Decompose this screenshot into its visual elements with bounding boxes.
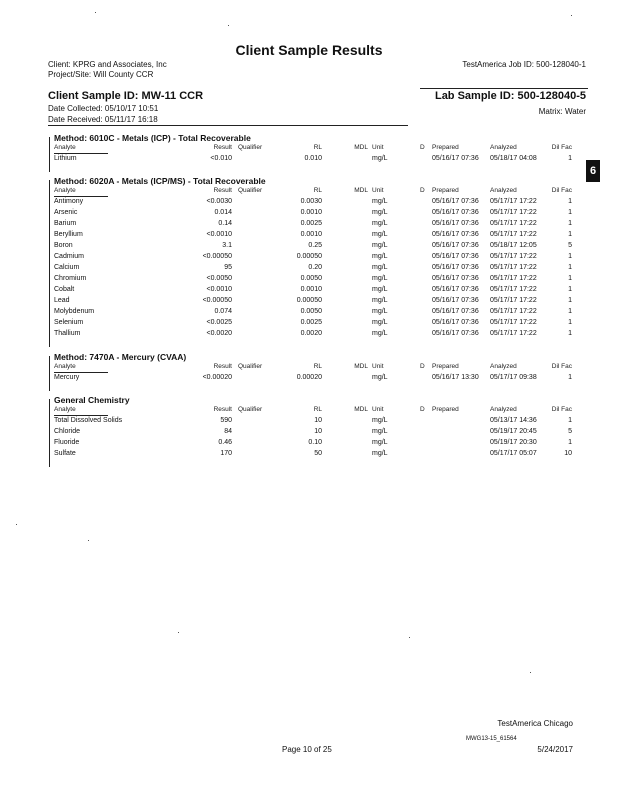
cell-analyzed: 05/17/17 17:22	[490, 209, 537, 216]
cell-result: <0.010	[210, 155, 232, 162]
column-header-unit: Unit	[372, 144, 384, 151]
cell-rl: 50	[314, 450, 322, 457]
cell-analyte: Lithium	[54, 155, 77, 162]
date-collected: Date Collected: 05/10/17 10:51	[48, 104, 159, 113]
cell-unit: mg/L	[372, 319, 388, 326]
column-header-dil: Dil Fac	[551, 363, 572, 370]
column-header-analyzed: Analyzed	[490, 144, 517, 151]
cell-rl: 0.00050	[296, 253, 322, 260]
cell-unit: mg/L	[372, 242, 388, 249]
cell-dil: 10	[564, 450, 572, 457]
date-received: Date Received: 05/11/17 16:18	[48, 115, 158, 124]
cell-analyzed: 05/17/17 17:22	[490, 286, 537, 293]
cell-prepared: 05/16/17 07:36	[432, 330, 479, 337]
column-header-mdl: MDL	[354, 144, 368, 151]
cell-rl: 0.0010	[300, 286, 322, 293]
cell-prepared: 05/16/17 07:36	[432, 275, 479, 282]
cell-analyte: Antimony	[54, 198, 84, 205]
column-header-unit: Unit	[372, 406, 384, 413]
column-header-prepared: Prepared	[432, 187, 459, 194]
matrix: Matrix: Water	[538, 107, 586, 116]
column-header-qualifier: Qualifier	[238, 144, 263, 151]
column-header-prepared: Prepared	[432, 363, 459, 370]
cell-unit: mg/L	[372, 428, 388, 435]
cell-dil: 1	[568, 374, 572, 381]
table-row	[0, 417, 618, 428]
cell-result: 170	[220, 450, 232, 457]
column-header-analyzed: Analyzed	[490, 187, 517, 194]
table-row	[0, 450, 618, 461]
column-header-mdl: MDL	[354, 406, 368, 413]
cell-result: 3.1	[222, 242, 232, 249]
cell-dil: 1	[568, 253, 572, 260]
client-name: Client: KPRG and Associates, Inc	[48, 60, 167, 69]
cell-dil: 5	[568, 428, 572, 435]
cell-analyzed: 05/17/17 09:38	[490, 374, 537, 381]
table-row	[0, 286, 618, 297]
cell-prepared: 05/16/17 07:36	[432, 209, 479, 216]
column-header-result: Result	[213, 187, 232, 194]
cell-prepared: 05/16/17 07:36	[432, 155, 479, 162]
cell-analyzed: 05/17/17 17:22	[490, 253, 537, 260]
cell-dil: 1	[568, 220, 572, 227]
cell-analyte: Lead	[54, 297, 70, 304]
column-header-analyzed: Analyzed	[490, 406, 517, 413]
cell-analyte: Beryllium	[54, 231, 83, 238]
cell-unit: mg/L	[372, 297, 388, 304]
cell-prepared: 05/16/17 07:36	[432, 253, 479, 260]
cell-analyte: Molybdenum	[54, 308, 95, 315]
column-header-result: Result	[213, 406, 232, 413]
cell-dil: 1	[568, 330, 572, 337]
scan-speck	[228, 25, 229, 26]
cell-prepared: 05/16/17 07:36	[432, 198, 479, 205]
cell-analyte: Calcium	[54, 264, 80, 271]
cell-analyzed: 05/17/17 05:07	[490, 450, 537, 457]
cell-analyte: Mercury	[54, 374, 80, 381]
tab-marker: 6	[586, 160, 600, 182]
cell-dil: 1	[568, 155, 572, 162]
table-row	[0, 275, 618, 286]
cell-analyzed: 05/17/17 17:22	[490, 308, 537, 315]
cell-dil: 1	[568, 198, 572, 205]
cell-result: 95	[224, 264, 232, 271]
table-row	[0, 253, 618, 264]
cell-prepared: 05/16/17 07:36	[432, 319, 479, 326]
table-row	[0, 155, 618, 166]
cell-analyzed: 05/17/17 17:22	[490, 198, 537, 205]
cell-analyzed: 05/17/17 17:22	[490, 264, 537, 271]
column-header-mdl: MDL	[354, 363, 368, 370]
footer-doc-id: MWG13-15_61564	[466, 736, 517, 742]
cell-result: <0.0050	[206, 275, 232, 282]
footer-date: 5/24/2017	[537, 745, 573, 754]
lab-sample-rule	[420, 88, 588, 89]
column-header-rl: RL	[313, 406, 322, 413]
cell-unit: mg/L	[372, 231, 388, 238]
cell-prepared: 05/16/17 07:36	[432, 286, 479, 293]
cell-prepared: 05/16/17 07:36	[432, 297, 479, 304]
column-header-d: D	[420, 363, 425, 370]
cell-analyzed: 05/19/17 20:45	[490, 428, 537, 435]
scan-speck	[95, 12, 96, 13]
column-header-dil: Dil Fac	[551, 406, 572, 413]
cell-dil: 1	[568, 439, 572, 446]
job-id: TestAmerica Job ID: 500-128040-1	[462, 60, 586, 69]
column-header-analyzed: Analyzed	[490, 363, 517, 370]
cell-analyte: Selenium	[54, 319, 84, 326]
cell-prepared: 05/16/17 07:36	[432, 264, 479, 271]
column-header-analyte: Analyte	[54, 406, 76, 413]
cell-rl: 10	[314, 428, 322, 435]
footer-lab-name: TestAmerica Chicago	[497, 719, 573, 728]
cell-rl: 0.010	[304, 155, 322, 162]
cell-rl: 0.0050	[300, 275, 322, 282]
table-row	[0, 198, 618, 209]
scan-speck	[88, 540, 89, 541]
table-row	[0, 319, 618, 330]
column-header-analyte: Analyte	[54, 187, 76, 194]
column-header-d: D	[420, 144, 425, 151]
cell-analyzed: 05/17/17 17:22	[490, 319, 537, 326]
column-header-analyte: Analyte	[54, 144, 76, 151]
cell-analyzed: 05/13/17 14:36	[490, 417, 537, 424]
cell-result: 84	[224, 428, 232, 435]
cell-result: <0.0020	[206, 330, 232, 337]
scan-speck	[16, 524, 17, 525]
method-heading: Method: 6020A - Metals (ICP/MS) - Total Recoverable	[54, 176, 266, 186]
cell-result: <0.0010	[206, 286, 232, 293]
scan-speck	[178, 632, 179, 633]
table-row	[0, 242, 618, 253]
cell-result: <0.0030	[206, 198, 232, 205]
column-header-result: Result	[213, 144, 232, 151]
column-header-rl: RL	[313, 144, 322, 151]
cell-analyte: Chloride	[54, 428, 81, 435]
client-sample-id: Client Sample ID: MW-11 CCR	[48, 90, 204, 102]
cell-prepared: 05/16/17 07:36	[432, 231, 479, 238]
column-header-qualifier: Qualifier	[238, 187, 263, 194]
cell-unit: mg/L	[372, 155, 388, 162]
cell-result: 0.074	[214, 308, 232, 315]
method-heading: Method: 7470A - Mercury (CVAA)	[54, 352, 187, 362]
cell-dil: 1	[568, 231, 572, 238]
column-header-rl: RL	[313, 187, 322, 194]
footer-page-number: Page 10 of 25	[282, 745, 332, 754]
table-row	[0, 330, 618, 341]
cell-analyzed: 05/17/17 17:22	[490, 330, 537, 337]
cell-result: 0.46	[218, 439, 232, 446]
cell-analyte: Barium	[54, 220, 77, 227]
cell-analyzed: 05/19/17 20:30	[490, 439, 537, 446]
cell-analyte: Arsenic	[54, 209, 78, 216]
cell-result: <0.00050	[202, 253, 232, 260]
table-row	[0, 264, 618, 275]
column-header-mdl: MDL	[354, 187, 368, 194]
cell-unit: mg/L	[372, 286, 388, 293]
cell-unit: mg/L	[372, 308, 388, 315]
scan-speck	[530, 672, 531, 673]
cell-analyte: Thallium	[54, 330, 81, 337]
cell-analyzed: 05/17/17 17:22	[490, 231, 537, 238]
header-underline	[54, 196, 108, 197]
cell-rl: 0.0010	[300, 231, 322, 238]
cell-rl: 0.10	[308, 439, 322, 446]
column-header-unit: Unit	[372, 363, 384, 370]
cell-unit: mg/L	[372, 209, 388, 216]
cell-prepared: 05/16/17 07:36	[432, 242, 479, 249]
cell-rl: 10	[314, 417, 322, 424]
lab-sample-id: Lab Sample ID: 500-128040-5	[434, 90, 586, 102]
column-header-dil: Dil Fac	[551, 187, 572, 194]
cell-dil: 1	[568, 319, 572, 326]
table-row	[0, 308, 618, 319]
project-site: Project/Site: Will County CCR	[48, 70, 154, 79]
cell-result: 0.14	[218, 220, 232, 227]
cell-unit: mg/L	[372, 439, 388, 446]
cell-analyzed: 05/17/17 17:22	[490, 275, 537, 282]
cell-unit: mg/L	[372, 253, 388, 260]
column-header-dil: Dil Fac	[551, 144, 572, 151]
cell-unit: mg/L	[372, 330, 388, 337]
column-header-qualifier: Qualifier	[238, 363, 263, 370]
scan-speck	[409, 637, 410, 638]
cell-result: <0.0025	[206, 319, 232, 326]
header-rule	[48, 125, 408, 126]
table-row	[0, 220, 618, 231]
cell-dil: 5	[568, 242, 572, 249]
cell-rl: 0.0020	[300, 330, 322, 337]
table-row	[0, 231, 618, 242]
cell-prepared: 05/16/17 13:30	[432, 374, 479, 381]
header-underline	[54, 415, 108, 416]
header-underline	[54, 153, 108, 154]
column-header-result: Result	[213, 363, 232, 370]
table-row	[0, 209, 618, 220]
cell-rl: 0.00050	[296, 297, 322, 304]
table-row	[0, 428, 618, 439]
cell-analyte: Sulfate	[54, 450, 76, 457]
cell-unit: mg/L	[372, 450, 388, 457]
cell-analyzed: 05/17/17 17:22	[490, 220, 537, 227]
report-title: Client Sample Results	[235, 42, 383, 58]
column-header-prepared: Prepared	[432, 144, 459, 151]
column-header-d: D	[420, 187, 425, 194]
cell-unit: mg/L	[372, 264, 388, 271]
cell-rl: 0.0030	[300, 198, 322, 205]
cell-dil: 1	[568, 297, 572, 304]
cell-prepared: 05/16/17 07:36	[432, 308, 479, 315]
cell-dil: 1	[568, 275, 572, 282]
cell-analyzed: 05/17/17 17:22	[490, 297, 537, 304]
method-heading: Method: 6010C - Metals (ICP) - Total Recoverable	[54, 133, 251, 143]
cell-analyte: Fluoride	[54, 439, 80, 446]
table-row	[0, 439, 618, 450]
cell-unit: mg/L	[372, 198, 388, 205]
method-heading: General Chemistry	[54, 395, 130, 405]
cell-rl: 0.0025	[300, 319, 322, 326]
cell-rl: 0.20	[308, 264, 322, 271]
cell-dil: 1	[568, 209, 572, 216]
cell-unit: mg/L	[372, 374, 388, 381]
cell-analyte: Cobalt	[54, 286, 75, 293]
cell-prepared: 05/16/17 07:36	[432, 220, 479, 227]
cell-result: <0.00050	[202, 297, 232, 304]
cell-rl: 0.0010	[300, 209, 322, 216]
column-header-d: D	[420, 406, 425, 413]
cell-dil: 1	[568, 286, 572, 293]
cell-rl: 0.00020	[296, 374, 322, 381]
column-header-prepared: Prepared	[432, 406, 459, 413]
cell-result: <0.00020	[202, 374, 232, 381]
column-header-unit: Unit	[372, 187, 384, 194]
column-header-analyte: Analyte	[54, 363, 76, 370]
cell-result: <0.0010	[206, 231, 232, 238]
cell-dil: 1	[568, 264, 572, 271]
cell-dil: 1	[568, 417, 572, 424]
cell-rl: 0.0050	[300, 308, 322, 315]
cell-analyzed: 05/18/17 04:08	[490, 155, 537, 162]
column-header-qualifier: Qualifier	[238, 406, 263, 413]
cell-unit: mg/L	[372, 220, 388, 227]
scan-speck	[571, 15, 572, 16]
column-header-rl: RL	[313, 363, 322, 370]
cell-result: 590	[220, 417, 232, 424]
cell-analyte: Cadmium	[54, 253, 84, 260]
cell-analyzed: 05/18/17 12:05	[490, 242, 537, 249]
cell-dil: 1	[568, 308, 572, 315]
cell-result: 0.014	[214, 209, 232, 216]
cell-unit: mg/L	[372, 275, 388, 282]
cell-rl: 0.25	[308, 242, 322, 249]
cell-analyte: Total Dissolved Solids	[54, 417, 123, 424]
table-row	[0, 374, 618, 385]
cell-unit: mg/L	[372, 417, 388, 424]
header-underline	[54, 372, 108, 373]
cell-rl: 0.0025	[300, 220, 322, 227]
cell-analyte: Boron	[54, 242, 73, 249]
table-row	[0, 297, 618, 308]
cell-analyte: Chromium	[54, 275, 87, 282]
